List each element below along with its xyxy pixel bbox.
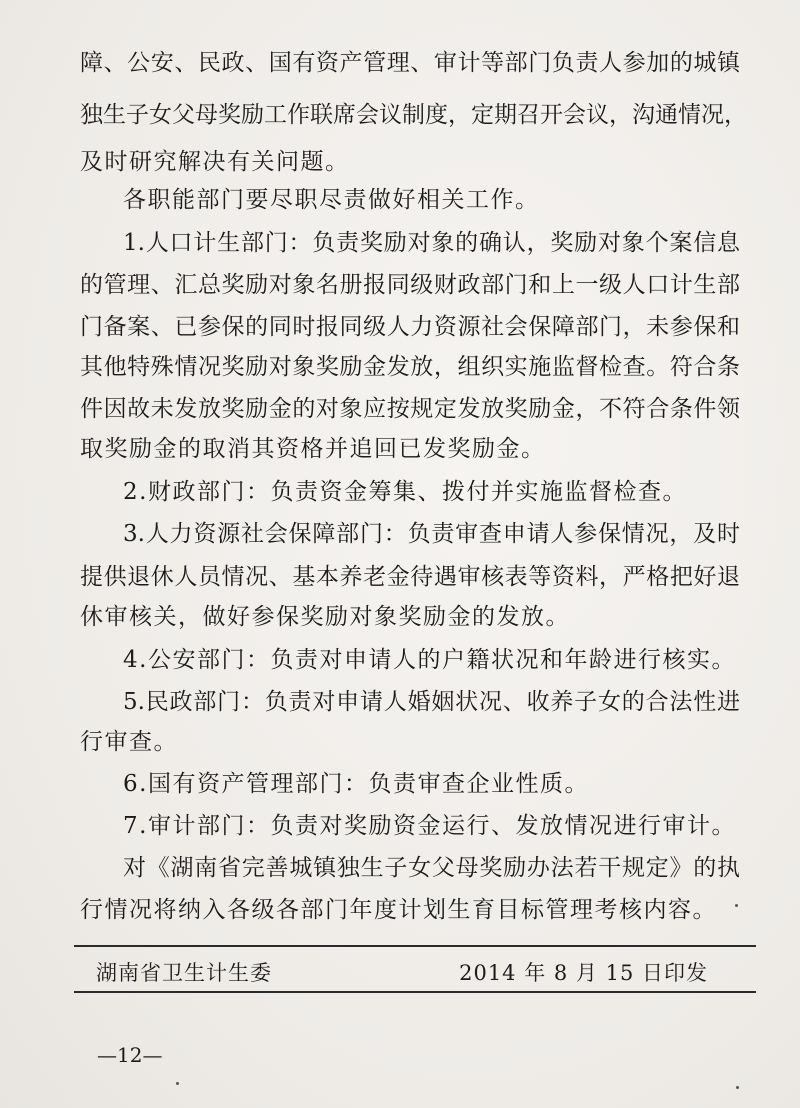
text-line: 提供退休人员情况、基本养老金待遇审核表等资料，严格把好退 — [80, 564, 740, 590]
text-line: 1.人口计生部门：负责奖励对象的确认，奖励对象个案信息 — [123, 230, 740, 256]
text-line: 独生子女父母奖励工作联席会议制度，定期召开会议，沟通情况， — [80, 102, 747, 128]
text-line: 4.公安部门：负责对申请人的户籍状况和年龄进行核实。 — [123, 647, 736, 673]
text-line: 对《湖南省完善城镇独生子女父母奖励办法若干规定》的执 — [123, 855, 740, 881]
text-line: 障、公安、民政、国有资产管理、审计等部门负责人参加的城镇 — [80, 50, 740, 76]
text-line: 3.人力资源社会保障部门：负责审查申请人参保情况，及时 — [123, 521, 740, 547]
footer-date: 2014 年 8 月 15 日印发 — [459, 961, 708, 985]
text-line: 5.民政部门：负责对申请人婚姻状况、收养子女的合法性进 — [123, 689, 740, 715]
scan-speck — [736, 1086, 739, 1089]
text-line: 2.财政部门：负责资金筹集、拨付并实施监督检查。 — [123, 479, 687, 505]
text-line: 6.国有资产管理部门：负责审查企业性质。 — [123, 771, 589, 797]
footer-issuer: 湖南省卫生计生委 — [96, 961, 272, 985]
text-line: 及时研究解决有关问题。 — [80, 149, 350, 175]
page-number: —12— — [97, 1043, 163, 1067]
text-line: 件因故未发放奖励金的对象应按规定发放奖励金，不符合条件领 — [80, 396, 740, 422]
footer-bottom-rule — [74, 991, 756, 993]
text-line: 休审核关，做好参保奖励对象奖励金的发放。 — [80, 604, 570, 630]
scan-speck — [176, 1082, 179, 1085]
text-line: 的管理、汇总奖励对象名册报同级财政部门和上一级人口计生部 — [80, 272, 740, 298]
scan-speck — [735, 904, 738, 907]
footer-top-rule — [74, 945, 756, 947]
text-line: 取奖励金的取消其资格并追回已发奖励金。 — [80, 436, 546, 462]
text-line: 门备案、已参保的同时报同级人力资源社会保障部门，未参保和 — [80, 314, 740, 340]
text-line: 行审查。 — [80, 729, 178, 755]
text-line: 各职能部门要尽职尽责做好相关工作。 — [123, 187, 540, 213]
text-line: 7.审计部门：负责对奖励资金运行、发放情况进行审计。 — [123, 813, 736, 839]
text-line: 其他特殊情况奖励对象奖励金发放，组织实施监督检查。符合条 — [80, 354, 740, 380]
text-line: 行情况将纳入各级各部门年度计划生育目标管理考核内容。 — [80, 897, 717, 923]
